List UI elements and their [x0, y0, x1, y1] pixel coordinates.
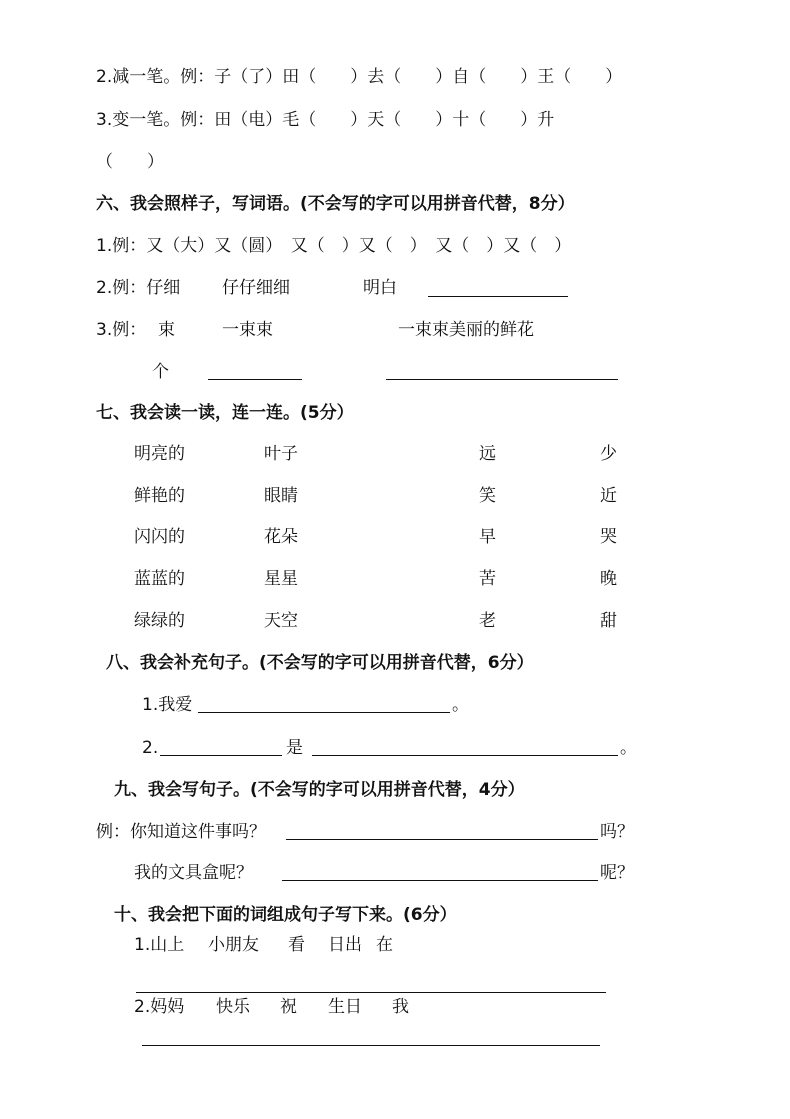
q8-s1-end: 。 — [452, 695, 469, 715]
q5-line3: 3.变一笔。例：田（电）毛（ ）天（ ）十（ ）升 — [96, 110, 555, 130]
q10-s1-word: 看 — [288, 935, 305, 955]
q7-col4-item: 甜 — [600, 611, 617, 631]
q8-s1-prefix: 1.我爱 — [142, 695, 193, 715]
q9-example-end: 吗？ — [600, 822, 634, 842]
q6-line3-w1: 束 — [158, 320, 175, 340]
q6-line2-example: 仔仔细细 — [222, 278, 290, 298]
q7-col2-item: 叶子 — [264, 444, 298, 464]
q8-s2-prefix: 2. — [142, 738, 159, 758]
q7-heading: 七、我会读一读，连一连。(5分） — [96, 403, 354, 423]
q6-line3-w2: 一束束 — [222, 320, 273, 340]
q9-heading: 九、我会写句子。(不会写的字可以用拼音代替，4分） — [114, 780, 525, 800]
q7-col3-item: 笑 — [479, 486, 496, 506]
q10-s2-word: 祝 — [280, 997, 297, 1017]
q7-col2-item: 眼睛 — [264, 486, 298, 506]
q10-s2-word: 快乐 — [216, 997, 250, 1017]
q7-col3-item: 老 — [479, 611, 496, 631]
q7-col1-item: 鲜艳的 — [134, 486, 185, 506]
q9-example-blank[interactable] — [286, 839, 598, 840]
q6-heading: 六、我会照样子，写词语。(不会写的字可以用拼音代替，8分） — [96, 194, 575, 214]
q7-col1-item: 闪闪的 — [134, 527, 185, 547]
q10-s2-word: 生日 — [328, 997, 362, 1017]
q7-col2-item: 天空 — [264, 611, 298, 631]
q10-s1-word: 小朋友 — [208, 935, 259, 955]
q7-col4-item: 哭 — [600, 527, 617, 547]
q9-sentence-blank[interactable] — [282, 880, 598, 881]
q9-example-prefix: 例：你知道这件事吗？ — [96, 822, 266, 842]
q10-s2-word: 2.妈妈 — [134, 997, 185, 1017]
q7-col4-item: 晚 — [600, 569, 617, 589]
q7-col1-item: 蓝蓝的 — [134, 569, 185, 589]
q10-s2-word: 我 — [392, 997, 409, 1017]
q8-s2-blank1[interactable] — [160, 755, 282, 756]
q10-s1-word: 1.山上 — [134, 935, 185, 955]
q7-col1-item: 绿绿的 — [134, 611, 185, 631]
q7-col1-item: 明亮的 — [134, 444, 185, 464]
q10-s2-answer-line[interactable] — [142, 1045, 600, 1046]
q6-line2-blank[interactable] — [428, 296, 568, 297]
q8-s2-mid: 是 — [286, 738, 303, 758]
q10-s1-word: 在 — [376, 935, 393, 955]
q7-col3-item: 远 — [479, 444, 496, 464]
q6-line4-word: 个 — [152, 362, 169, 382]
q7-col3-item: 早 — [479, 527, 496, 547]
q7-col4-item: 少 — [600, 444, 617, 464]
q7-col3-item: 苦 — [479, 569, 496, 589]
q9-sentence-prefix: 我的文具盒呢？ — [134, 863, 253, 883]
q8-heading: 八、我会补充句子。(不会写的字可以用拼音代替，6分） — [106, 653, 534, 673]
q10-heading: 十、我会把下面的词组成句子写下来。(6分） — [114, 905, 457, 925]
q10-s1-word: 日出 — [328, 935, 362, 955]
q6-line4-blank1[interactable] — [208, 379, 302, 380]
q8-s2-end: 。 — [620, 738, 637, 758]
q10-s1-answer-line[interactable] — [136, 992, 606, 993]
q6-line2-prefix: 2.例：仔细 — [96, 278, 181, 298]
q6-line1: 1.例：又（大）又（圆） 又（ ）又（ ） 又（ ）又（ ） — [96, 236, 572, 256]
q6-line3-w3: 一束束美丽的鲜花 — [398, 320, 534, 340]
q5-line3-cont: （ ） — [96, 152, 164, 172]
q7-col2-item: 星星 — [264, 569, 298, 589]
q5-line2: 2.减一笔。例：子（了）田（ ）去（ ）自（ ）王（ ） — [96, 67, 623, 87]
q8-s1-blank[interactable] — [198, 712, 450, 713]
q6-line3-prefix: 3.例： — [96, 320, 147, 340]
q7-col4-item: 近 — [600, 486, 617, 506]
q9-sentence-end: 呢？ — [600, 863, 634, 883]
q8-s2-blank2[interactable] — [312, 755, 618, 756]
q6-line4-blank2[interactable] — [386, 379, 618, 380]
q7-col2-item: 花朵 — [264, 527, 298, 547]
q6-line2-word: 明白 — [363, 278, 397, 298]
